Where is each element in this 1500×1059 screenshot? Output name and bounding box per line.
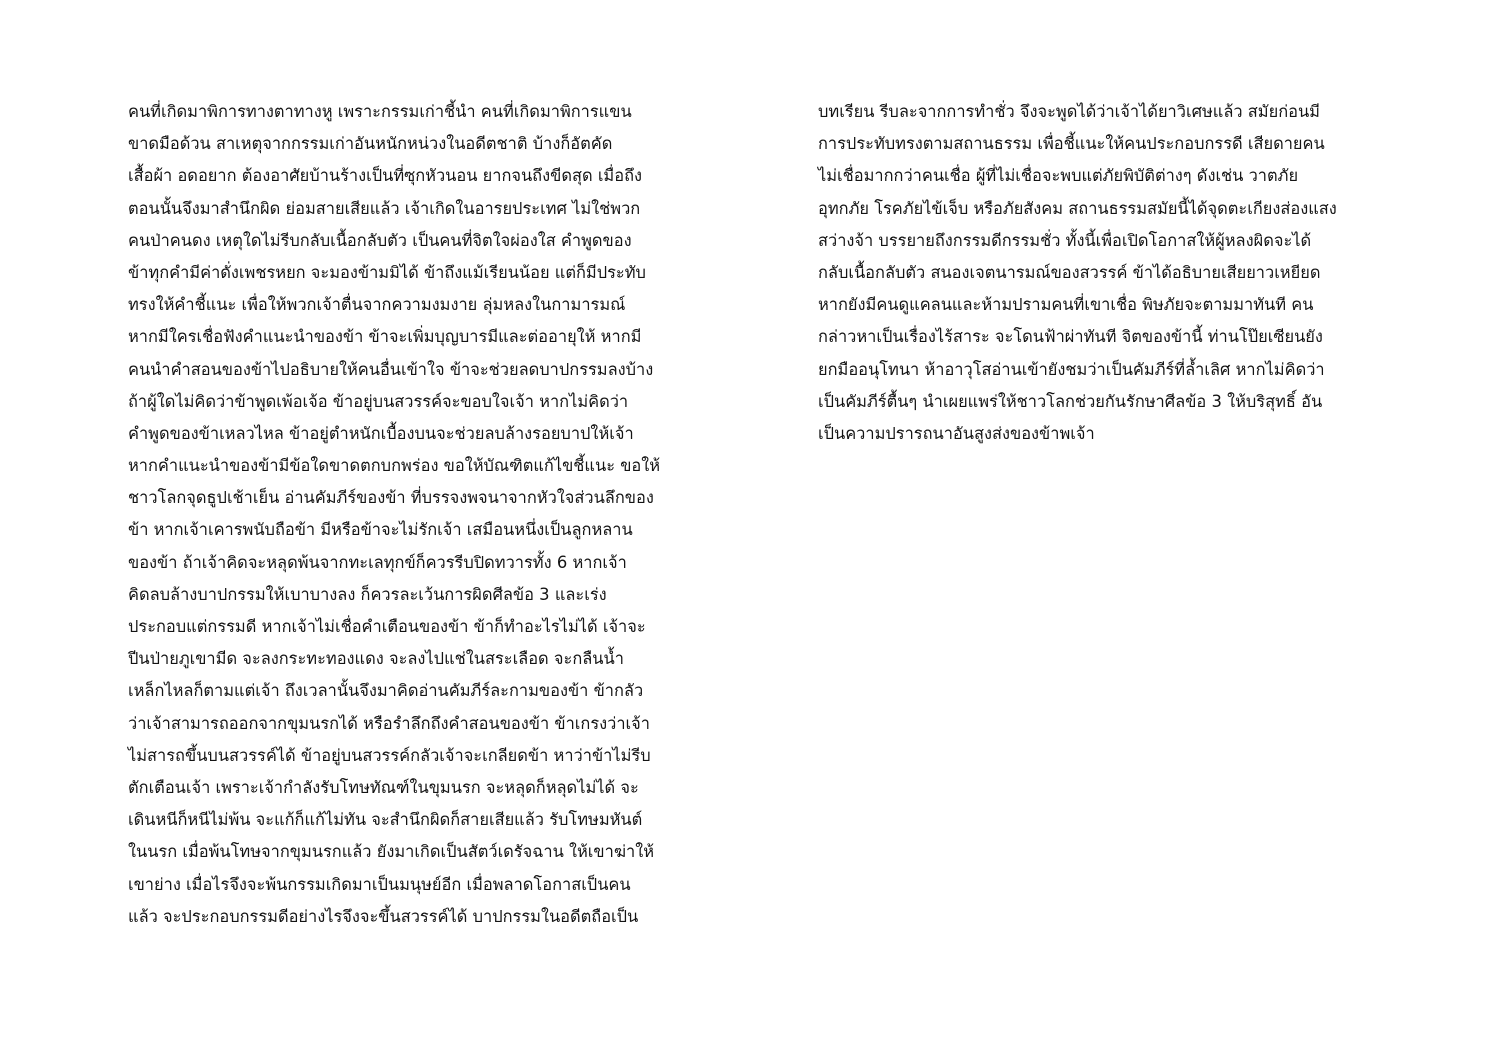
text-line: หากมีใครเชื่อฟังคำแนะนำของข้า ข้าจะเพิ่มบุญบารมีและต่ออายุให้ หากมี — [128, 327, 642, 347]
text-line: ตักเตือนเจ้า เพราะเจ้ากำลังรับโทษทัณฑ์ในขุมนรก จะหลุดก็หลุดไม่ได้ จะ — [128, 777, 639, 797]
text-line: ไม่สารถขึ้นบนสวรรค์ได้ ข้าอยู่บนสวรรค์กลัวเจ้าจะเกลียดข้า หาว่าข้าไม่รีบ — [128, 745, 651, 765]
text-line: คนป่าคนดง เหตุใดไม่รีบกลับเนื้อกลับตัว เป็นคนที่จิตใจผ่องใส คำพูดของ — [128, 230, 632, 250]
text-line: เป็นความปรารถนาอันสูงส่งของข้าพเจ้า — [818, 423, 1095, 443]
text-line: กล่าวหาเป็นเรื่องไร้สาระ จะโดนฟ้าผ่าทันที จิตของข้านี้ ท่านโป๊ยเซียนยัง — [818, 327, 1323, 347]
text-line: ของข้า ถ้าเจ้าคิดจะหลุดพ้นจากทะเลทุกข์ก็ควรรีบปิดทวารทั้ง 6 หากเจ้า — [128, 552, 627, 572]
text-line: ปีนป่ายภูเขามีด จะลงกระทะทองแดง จะลงไปแช่ในสระเลือด จะกลืนน้ำ — [128, 649, 624, 669]
text-line: ในนรก เมื่อพ้นโทษจากขุมนรกแล้ว ยังมาเกิดเป็นสัตว์เดรัจฉาน ให้เขาฆ่าให้ — [128, 842, 654, 862]
text-line: เขาย่าง เมื่อไรจึงจะพ้นกรรมเกิดมาเป็นมนุษย์อีก เมื่อพลาดโอกาสเป็นคน — [128, 874, 631, 894]
text-line: หากคำแนะนำของข้ามีข้อใดขาดตกบกพร่อง ขอให้บัณฑิตแก้ไขชี้แนะ ขอให้ — [128, 456, 661, 476]
text-line: ถ้าผู้ใดไม่คิดว่าข้าพูดเพ้อเจ้อ ข้าอยู่บนสวรรค์จะขอบใจเจ้า หากไม่คิดว่า — [128, 391, 629, 411]
left-text-column — [128, 96, 688, 933]
text-line: ทรงให้คำชี้แนะ เพื่อให้พวกเจ้าตื่นจากความงมงาย ลุ่มหลงในกามารมณ์ — [128, 295, 626, 315]
text-line: อุทกภัย โรคภัยไข้เจ็บ หรือภัยสังคม สถานธรรมสมัยนี้ได้จุดตะเกียงส่องแสง — [818, 198, 1337, 218]
text-line: คนที่เกิดมาพิการทางตาทางหู เพราะกรรมเก่าชี้นำ คนที่เกิดมาพิการแขน — [128, 102, 632, 121]
text-line: เสื้อผ้า อดอยาก ต้องอาศัยบ้านร้างเป็นที่ซุกหัวนอน ยากจนถึงขีดสุด เมื่อถึง — [128, 166, 642, 186]
text-line: การประทับทรงตามสถานธรรม เพื่อชี้แนะให้คนประกอบกรรดี เสียดายคน — [818, 134, 1325, 154]
text-line: คนนำคำสอนของข้าไปอธิบายให้คนอื่นเข้าใจ ข้าจะช่วยลดบาปกรรมลงบ้าง — [128, 359, 654, 379]
text-line: ชาวโลกจุดธูปเช้าเย็น อ่านคัมภีร์ของข้า ที่บรรจงพจนาจากหัวใจส่วนลึกของ — [128, 488, 654, 508]
text-line: เป็นคัมภีร์ตื้นๆ นำเผยแพร่ให้ชาวโลกช่วยกันรักษาศีลข้อ 3 ให้บริสุทธิ์ อัน — [818, 391, 1323, 411]
text-line: หากยังมีคนดูแคลนและห้ามปรามคนที่เขาเชื่อ พิษภัยจะตามมาทันที คน — [818, 295, 1314, 315]
text-line: ไม่เชื่อมากกว่าคนเชื่อ ผู้ที่ไม่เชื่อจะพบแต่ภัยพิบัติต่างๆ ดังเช่น วาตภัย — [818, 166, 1299, 186]
text-line: เดินหนีก็หนีไม่พ้น จะแก้ก็แก้ไม่ทัน จะสำนึกผิดก็สายเสียแล้ว รับโทษมหันต์ — [128, 810, 643, 830]
text-line: ว่าเจ้าสามารถออกจากขุมนรกได้ หรือรำลึกถึงคำสอนของข้า ข้าเกรงว่าเจ้า — [128, 713, 650, 733]
text-line: กลับเนื้อกลับตัว สนองเจตนารมณ์ของสวรรค์ ข้าได้อธิบายเสียยาวเหยียด — [818, 262, 1321, 282]
text-line: คำพูดของข้าเหลวไหล ข้าอยู่ตำหนักเบื้องบนจะช่วยลบล้างรอยบาปให้เจ้า — [128, 423, 634, 443]
text-line: ประกอบแต่กรรมดี หากเจ้าไม่เชื่อคำเตือนของข้า ข้าก็ทำอะไรไม่ได้ เจ้าจะ — [128, 617, 646, 636]
text-line: เหล็กไหลก็ตามแต่เจ้า ถึงเวลานั้นจึงมาคิดอ่านคัมภีร์ละกามของข้า ข้ากลัว — [128, 681, 644, 701]
text-line: แล้ว จะประกอบกรรมดีอย่างไรจึงจะขึ้นสวรรค์ได้ บาปกรรมในอดีตถือเป็น — [128, 906, 639, 926]
text-line: ตอนนั้นจึงมาสำนึกผิด ย่อมสายเสียแล้ว เจ้าเกิดในอารยประเทศ ไม่ใช่พวก — [128, 198, 641, 218]
right-text-column — [818, 96, 1374, 450]
text-line: บทเรียน รีบละจากการทำชั่ว จึงจะพูดได้ว่าเจ้าได้ยาวิเศษแล้ว สมัยก่อนมี — [818, 102, 1320, 121]
text-line: สว่างจ้า บรรยายถึงกรรมดีกรรมชั่ว ทั้งนี้เพื่อเปิดโอกาสให้ผู้หลงผิดจะได้ — [818, 230, 1312, 250]
text-line: ขาดมือด้วน สาเหตุจากกรรมเก่าอันหนักหน่วงในอดีตชาติ บ้างก็อัตคัด — [128, 134, 613, 154]
text-line: ยกมืออนุโทนา ห้าอาวุโสอ่านเข้ายังชมว่าเป็นคัมภีร์ที่ล้ำเลิศ หากไม่คิดว่า — [818, 359, 1325, 379]
text-line: ข้า หากเจ้าเคารพนับถือข้า มีหรือข้าจะไม่รักเจ้า เสมือนหนึ่งเป็นลูกหลาน — [128, 520, 633, 540]
text-line: คิดลบล้างบาปกรรมให้เบาบางลง ก็ควรละเว้นการผิดศีลข้อ 3 และเร่ง — [128, 584, 607, 604]
text-line: ข้าทุกคำมีค่าดั่งเพชรหยก จะมองข้ามมิได้ ข้าถึงแม้เรียนน้อย แต่ก็มีประทับ — [128, 262, 646, 282]
